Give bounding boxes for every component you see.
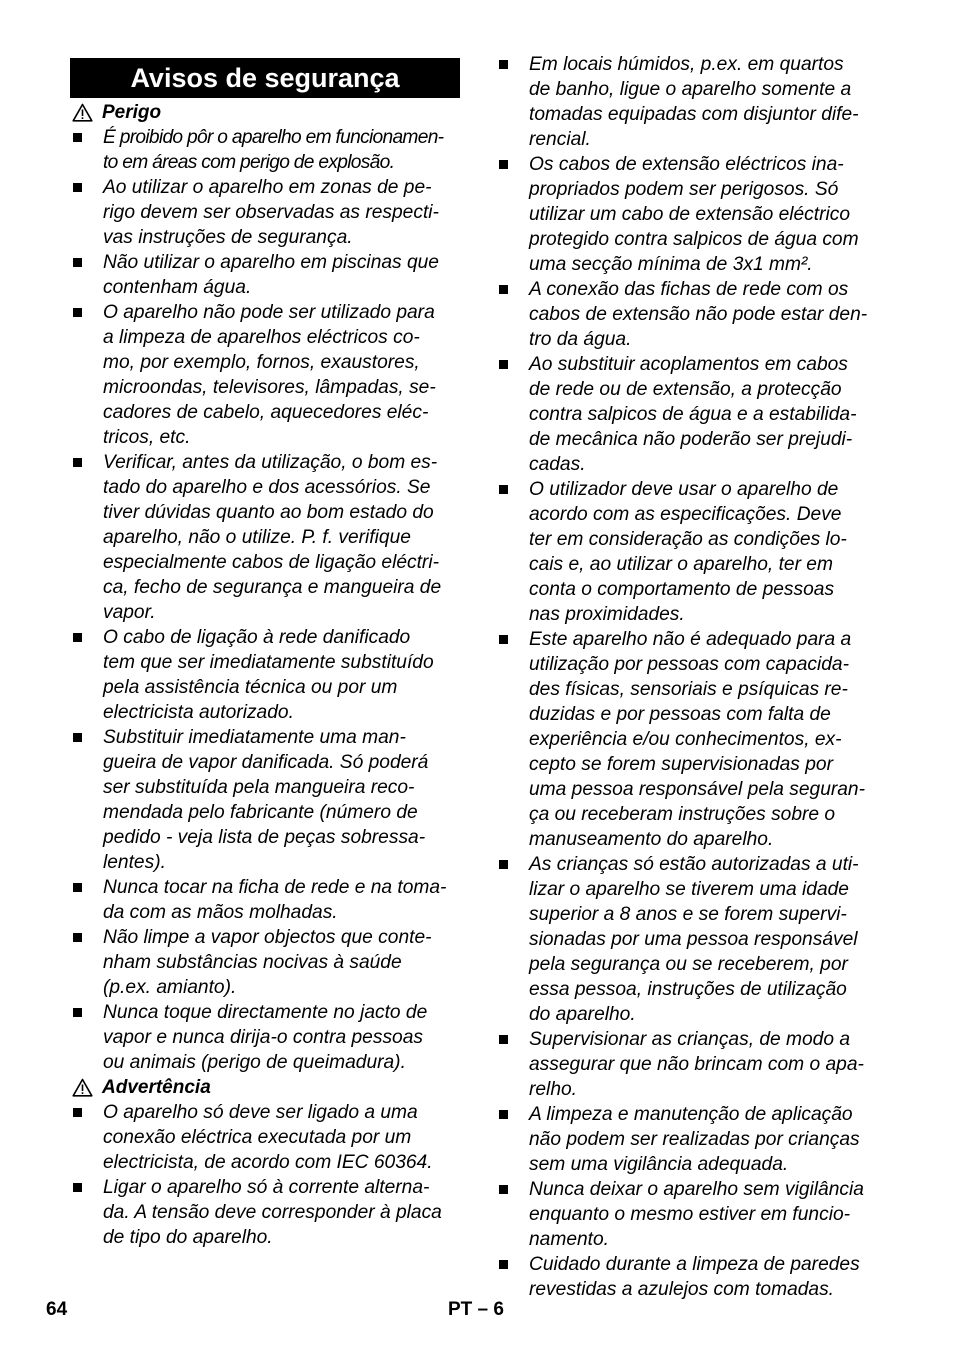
list-item-line: tem que ser imediatamente substituído [103, 652, 434, 673]
list-item-line: conexão eléctrica executada por um [103, 1127, 412, 1148]
list-item-line: Não utilizar o aparelho em piscinas que [103, 252, 439, 273]
list-item-line: tomadas equipadas com disjuntor dife- [529, 104, 859, 125]
list-item-line: Os cabos de extensão eléctricos ina- [529, 154, 844, 175]
list-item-line: cais e, ao utilizar o aparelho, ter em [529, 554, 833, 575]
list-item [70, 250, 460, 300]
list-item-line: da com as mãos molhadas. [103, 902, 338, 923]
list-item-line: cabos de extensão não pode estar den- [529, 304, 868, 325]
list-item-line: Nunca toque directamente no jacto de [103, 1002, 428, 1023]
list-item-line: electricista, de acordo com IEC 60364. [103, 1152, 433, 1173]
list-item-line: microondas, televisores, lâmpadas, se- [103, 377, 436, 398]
list-item-line: de tipo do aparelho. [103, 1227, 273, 1248]
list-item [496, 277, 888, 352]
square-bullet-icon [499, 860, 508, 869]
right-list [496, 52, 888, 1302]
list-item-line: A conexão das fichas de rede com os [529, 279, 849, 300]
warning-label: Advertência [102, 1077, 211, 1098]
list-item-line: pedido - veja lista de peças sobressa- [103, 827, 426, 848]
list-item-line: to em áreas com perigo de explosão. [103, 152, 395, 173]
list-item-line: Ligar o aparelho só à corrente alterna- [103, 1177, 430, 1198]
list-item-line: ou animais (perigo de queimadura). [103, 1052, 406, 1073]
list-item-line: rigo devem ser observadas as respecti- [103, 202, 439, 223]
section-page-label: PT – 6 [448, 1299, 504, 1320]
list-item-line: É proibido pôr o aparelho em funcionamen- [103, 127, 444, 148]
list-item [70, 875, 460, 925]
list-item-line: Em locais húmidos, p.ex. em quartos [529, 54, 844, 75]
list-item-line: vapor e nunca dirija-o contra pessoas [103, 1027, 423, 1048]
list-item-line: utilizar um cabo de extensão eléctrico [529, 204, 851, 225]
list-item-line: relho. [529, 1079, 577, 1100]
list-item-line: Ao substituir acoplamentos em cabos [529, 354, 848, 375]
list-item-line: Supervisionar as crianças, de modo a [529, 1029, 851, 1050]
list-item [496, 627, 888, 852]
list-item-line: sem uma vigilância adequada. [529, 1154, 789, 1175]
list-item-line: rencial. [529, 129, 591, 150]
square-bullet-icon [499, 360, 508, 369]
list-item-line: superior a 8 anos e se forem supervi- [529, 904, 847, 925]
list-item-line: O aparelho só deve ser ligado a uma [103, 1102, 418, 1123]
list-item-line: de banho, ligue o aparelho somente a [529, 79, 852, 100]
list-item-line: lentes). [103, 852, 166, 873]
warning-triangle-icon [72, 103, 93, 122]
list-item-line: Nunca tocar na ficha de rede e na toma- [103, 877, 447, 898]
right-column [496, 52, 888, 1302]
list-item-line: conta o comportamento de pessoas [529, 579, 835, 600]
list-item [70, 725, 460, 875]
list-item [70, 625, 460, 725]
list-item-line: mendada pelo fabricante (número de [103, 802, 418, 823]
square-bullet-icon [499, 1035, 508, 1044]
page-number: 64 [46, 1299, 68, 1320]
list-item [70, 450, 460, 625]
list-item [496, 1252, 888, 1302]
square-bullet-icon [499, 160, 508, 169]
list-item-line: ça ou receberam instruções sobre o [529, 804, 836, 825]
list-item-line: sionadas por uma pessoa responsável [529, 929, 858, 950]
list-item-line: tro da água. [529, 329, 632, 350]
square-bullet-icon [73, 633, 82, 642]
warning-triangle-icon [72, 1078, 93, 1097]
list-item-line: tiver dúvidas quanto ao bom estado do [103, 502, 434, 523]
list-item-line: a limpeza de aparelhos eléctricos co- [103, 327, 420, 348]
list-item-line: de rede ou de extensão, a protecção [529, 379, 842, 400]
list-item-line: O aparelho não pode ser utilizado para [103, 302, 435, 323]
section-title: Avisos de segurança [70, 58, 460, 98]
list-item-line: Substituir imediatamente uma man- [103, 727, 406, 748]
square-bullet-icon [73, 258, 82, 267]
square-bullet-icon [73, 133, 82, 142]
list-item [70, 1175, 460, 1250]
list-item-line: Nunca deixar o aparelho sem vigilância [529, 1179, 864, 1200]
list-item [70, 1100, 460, 1175]
list-item-line: experiência e/ou conhecimentos, ex- [529, 729, 842, 750]
list-item-line: especialmente cabos de ligação eléctri- [103, 552, 439, 573]
list-item [496, 852, 888, 1027]
list-item-line: des físicas, sensoriais e psíquicas re- [529, 679, 848, 700]
square-bullet-icon [499, 60, 508, 69]
list-item-line: utilização por pessoas com capacida- [529, 654, 849, 675]
list-item-line: pela assistência técnica ou por um [103, 677, 398, 698]
list-item-line: mo, por exemplo, fornos, exaustores, [103, 352, 420, 373]
list-item-line: enquanto o mesmo estiver em funcio- [529, 1204, 851, 1225]
list-item-line: contra salpicos de água e a estabilida- [529, 404, 857, 425]
list-item [70, 300, 460, 450]
list-item-line: A limpeza e manutenção de aplicação [529, 1104, 853, 1125]
list-item-line: ca, fecho de segurança e mangueira de [103, 577, 442, 598]
list-item [496, 1177, 888, 1252]
list-item-line: (p.ex. amianto). [103, 977, 237, 998]
list-item-line: contenham água. [103, 277, 252, 298]
list-item-line: As crianças só estão autorizadas a uti- [529, 854, 859, 875]
list-item-line: acordo com as especificações. Deve [529, 504, 842, 525]
list-item-line: pela segurança ou se receberem, por [529, 954, 848, 975]
list-item-line: essa pessoa, instruções de utilização [529, 979, 847, 1000]
list-item [496, 477, 888, 627]
warning-list [70, 1100, 460, 1250]
list-item [70, 925, 460, 1000]
square-bullet-icon [499, 635, 508, 644]
list-item-line: tado do aparelho e dos acessórios. Se [103, 477, 431, 498]
list-item-line: Ao utilizar o aparelho em zonas de pe- [103, 177, 432, 198]
list-item-line: manuseamento do aparelho. [529, 829, 774, 850]
square-bullet-icon [73, 458, 82, 467]
warning-heading [70, 1075, 460, 1100]
list-item [496, 1102, 888, 1177]
list-item-line: propriados podem ser perigosos. Só [529, 179, 839, 200]
list-item-line: O cabo de ligação à rede danificado [103, 627, 411, 648]
list-item-line: protegido contra salpicos de água com [529, 229, 859, 250]
list-item-line: uma secção mínima de 3x1 mm². [529, 254, 813, 275]
square-bullet-icon [73, 883, 82, 892]
list-item-line: do aparelho. [529, 1004, 636, 1025]
list-item-line: Cuidado durante a limpeza de paredes [529, 1254, 860, 1275]
list-item-line: assegurar que não brincam com o apa- [529, 1054, 864, 1075]
list-item-line: lizar o aparelho se tiverem uma idade [529, 879, 849, 900]
list-item-line: vapor. [103, 602, 156, 623]
left-column [70, 52, 460, 1250]
square-bullet-icon [499, 1260, 508, 1269]
list-item-line: Este aparelho não é adequado para a [529, 629, 852, 650]
list-item-line: ter em consideração as condições lo- [529, 529, 847, 550]
list-item-line: nas proximidades. [529, 604, 685, 625]
square-bullet-icon [499, 485, 508, 494]
danger-heading [70, 100, 460, 125]
list-item [496, 52, 888, 152]
square-bullet-icon [499, 285, 508, 294]
square-bullet-icon [499, 1110, 508, 1119]
list-item-line: aparelho, não o utilize. P. f. verifique [103, 527, 411, 548]
list-item-line: ser substituída pela mangueira reco- [103, 777, 415, 798]
list-item [70, 1000, 460, 1075]
list-item-line: cadores de cabelo, aquecedores eléc- [103, 402, 429, 423]
list-item-line: nham substâncias nocivas à saúde [103, 952, 402, 973]
list-item [70, 175, 460, 250]
list-item-line: Verificar, antes da utilização, o bom es- [103, 452, 438, 473]
list-item-line: vas instruções de segurança. [103, 227, 353, 248]
square-bullet-icon [73, 1183, 82, 1192]
list-item [496, 152, 888, 277]
square-bullet-icon [73, 733, 82, 742]
list-item-line: duzidas e por pessoas com falta de [529, 704, 831, 725]
list-item-line: cepto se forem supervisionadas por [529, 754, 833, 775]
list-item-line: Não limpe a vapor objectos que conte- [103, 927, 432, 948]
list-item [496, 352, 888, 477]
danger-label: Perigo [102, 102, 162, 123]
list-item-line: tricos, etc. [103, 427, 191, 448]
list-item [70, 125, 460, 175]
list-item-line: não podem ser realizadas por crianças [529, 1129, 860, 1150]
list-item-line: da. A tensão deve corresponder à placa [103, 1202, 442, 1223]
list-item-line: revestidas a azulejos com tomadas. [529, 1279, 835, 1300]
square-bullet-icon [73, 308, 82, 317]
list-item [496, 1027, 888, 1102]
list-item-line: O utilizador deve usar o aparelho de [529, 479, 839, 500]
list-item-line: de mecânica não poderão ser prejudi- [529, 429, 853, 450]
square-bullet-icon [73, 183, 82, 192]
list-item-line: electricista autorizado. [103, 702, 294, 723]
list-item-line: namento. [529, 1229, 610, 1250]
list-item-line: gueira de vapor danificada. Só poderá [103, 752, 429, 773]
square-bullet-icon [73, 1108, 82, 1117]
square-bullet-icon [73, 933, 82, 942]
square-bullet-icon [73, 1008, 82, 1017]
danger-list [70, 125, 460, 1075]
list-item-line: cadas. [529, 454, 586, 475]
list-item-line: uma pessoa responsável pela seguran- [529, 779, 865, 800]
square-bullet-icon [499, 1185, 508, 1194]
